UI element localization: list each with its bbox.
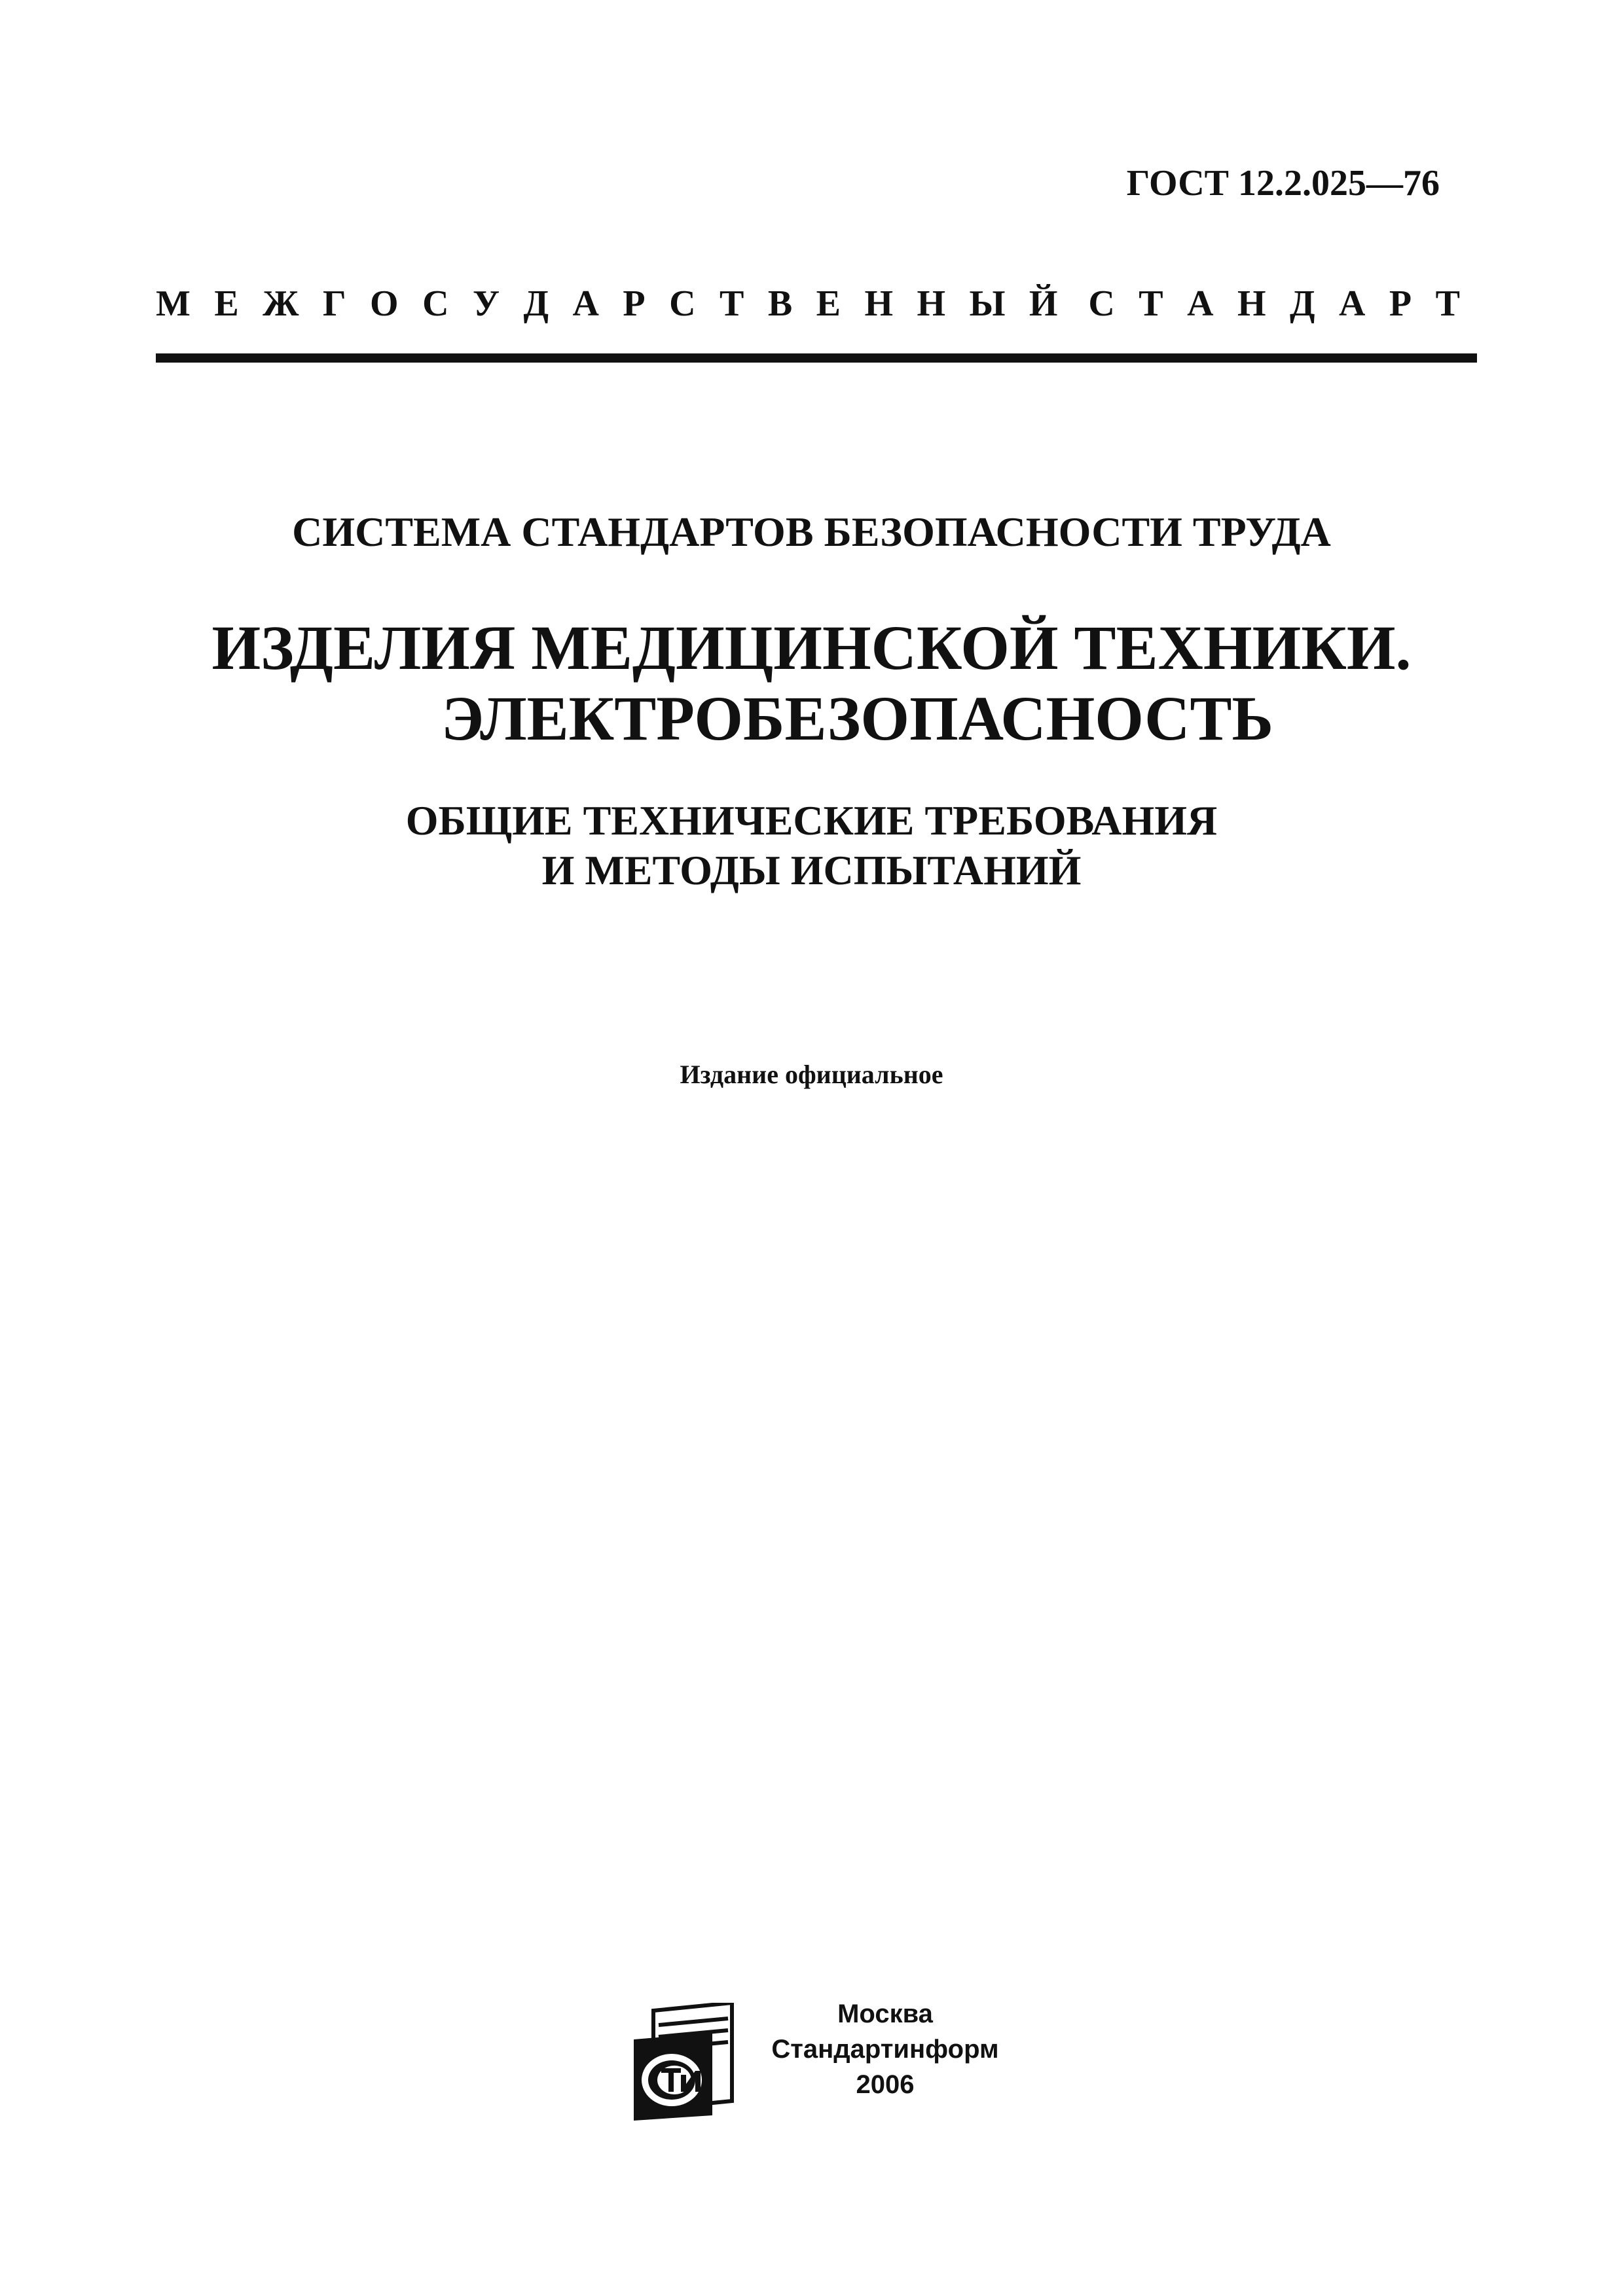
standard-category [156, 283, 1477, 325]
publication-year: 2006 [856, 2070, 915, 2099]
header-rule [156, 353, 1477, 363]
category-letter: Н [864, 283, 910, 324]
category-letter: А [1339, 283, 1383, 324]
category-letter: В [767, 283, 810, 324]
standartinform-logo-icon [630, 2003, 735, 2121]
category-letter: Т [1139, 283, 1180, 324]
main-title-line-1: ИЗДЕЛИЯ МЕДИЦИНСКОЙ ТЕХНИКИ. [211, 613, 1412, 683]
series-title: СИСТЕМА СТАНДАРТОВ БЕЗОПАСНОСТИ ТРУДА [292, 509, 1331, 555]
standard-designation: ГОСТ 12.2.025—76 [1126, 163, 1440, 204]
category-letter: Т [1435, 283, 1477, 324]
category-letter: Е [816, 283, 858, 324]
category-letter: Д [523, 283, 566, 324]
main-title-line-2: ЭЛЕКТРОБЕЗОПАСНОСТЬ [441, 683, 1273, 753]
subtitle-line-1: ОБЩИЕ ТЕХНИЧЕСКИЕ ТРЕБОВАНИЯ [405, 797, 1218, 844]
category-letter: О [370, 283, 416, 324]
edition-note: Издание официальное [680, 1060, 943, 1089]
category-letter: Д [1290, 283, 1332, 324]
publisher-name: Стандартинформ [771, 2035, 999, 2064]
subtitle [0, 796, 1623, 895]
category-letter: С [1088, 283, 1132, 324]
category-letter: Р [1389, 283, 1429, 324]
publisher-block [630, 1996, 1010, 2134]
main-title [0, 613, 1623, 754]
category-letter: М [156, 283, 208, 324]
category-letter: А [572, 283, 616, 324]
category-letter: А [1187, 283, 1231, 324]
category-letter: С [669, 283, 713, 324]
category-letter: С [422, 283, 466, 324]
publisher-city: Москва [837, 2000, 933, 2028]
category-letter: Е [214, 283, 256, 324]
category-letter: Н [1237, 283, 1283, 324]
category-letter: У [472, 283, 517, 324]
category-letter: Й [1029, 283, 1075, 324]
category-letter: Н [917, 283, 963, 324]
subtitle-line-2: И МЕТОДЫ ИСПЫТАНИЙ [541, 847, 1082, 893]
category-letter: Ы [969, 283, 1023, 324]
category-letter: Р [623, 283, 663, 324]
category-letter: Т [720, 283, 761, 324]
category-letter: Ж [263, 283, 316, 324]
category-letter: Г [322, 283, 363, 324]
publisher-text [761, 1996, 1010, 2102]
